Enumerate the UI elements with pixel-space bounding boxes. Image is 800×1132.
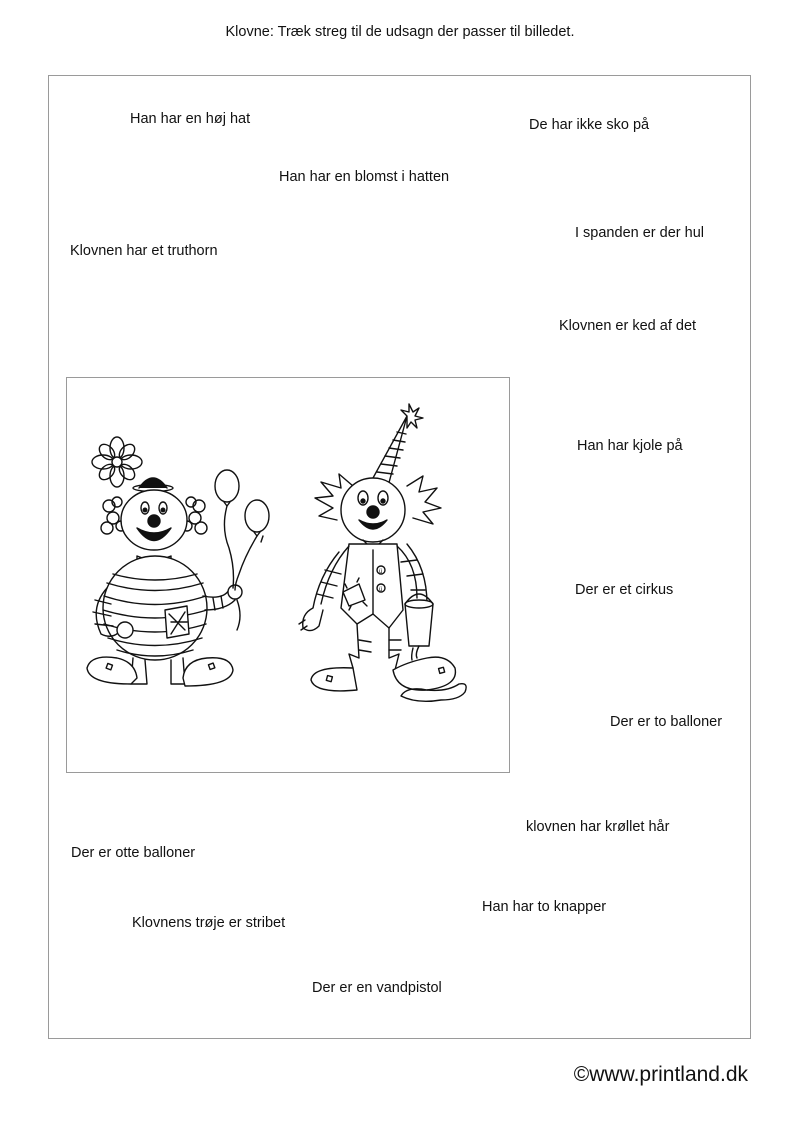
- statement-circus[interactable]: Der er et cirkus: [575, 582, 674, 598]
- statement-water-pistol[interactable]: Der er en vandpistol: [312, 980, 442, 996]
- statement-curly-hair[interactable]: klovnen har krøllet hår: [526, 819, 670, 835]
- worksheet-title: Klovne: Træk streg til de udsagn der passer til billedet.: [225, 24, 575, 40]
- statement-flower-in-hat[interactable]: Han har en blomst i hatten: [279, 169, 450, 185]
- striped-shirt-icon: [103, 556, 207, 660]
- balloon-icon: [215, 470, 239, 588]
- statement-eight-balloons[interactable]: Der er otte balloner: [71, 845, 196, 861]
- statement-trumpet[interactable]: Klovnen har et truthorn: [70, 243, 218, 259]
- statement-wears-dress[interactable]: Han har kjole på: [577, 438, 683, 454]
- statement-no-shoes[interactable]: De har ikke sko på: [529, 117, 650, 133]
- statement-sad-clown[interactable]: Klovnen er ked af det: [559, 318, 697, 334]
- button-label: ü: [379, 587, 383, 593]
- button-label: ü: [379, 569, 383, 575]
- balloon-icon: [235, 500, 269, 590]
- statement-two-balloons[interactable]: Der er to balloner: [610, 714, 723, 730]
- clown-shoe-icon: [87, 657, 233, 686]
- bucket-icon: [405, 594, 433, 667]
- happy-clown-icon: [87, 437, 269, 686]
- statement-striped-shirt[interactable]: Klovnens trøje er stribet: [132, 915, 286, 931]
- two-clowns-illustration-icon: [67, 378, 509, 772]
- flower-icon: [92, 437, 142, 487]
- two-clowns-picture: [66, 377, 510, 773]
- statement-high-hat[interactable]: Han har en høj hat: [130, 111, 251, 127]
- copyright-footer[interactable]: ©www.printland.dk: [573, 1063, 748, 1086]
- clown-with-bucket-icon: [299, 404, 466, 701]
- statement-bucket-hole[interactable]: I spanden er der hul: [575, 225, 704, 241]
- statement-two-buttons[interactable]: Han har to knapper: [482, 899, 607, 915]
